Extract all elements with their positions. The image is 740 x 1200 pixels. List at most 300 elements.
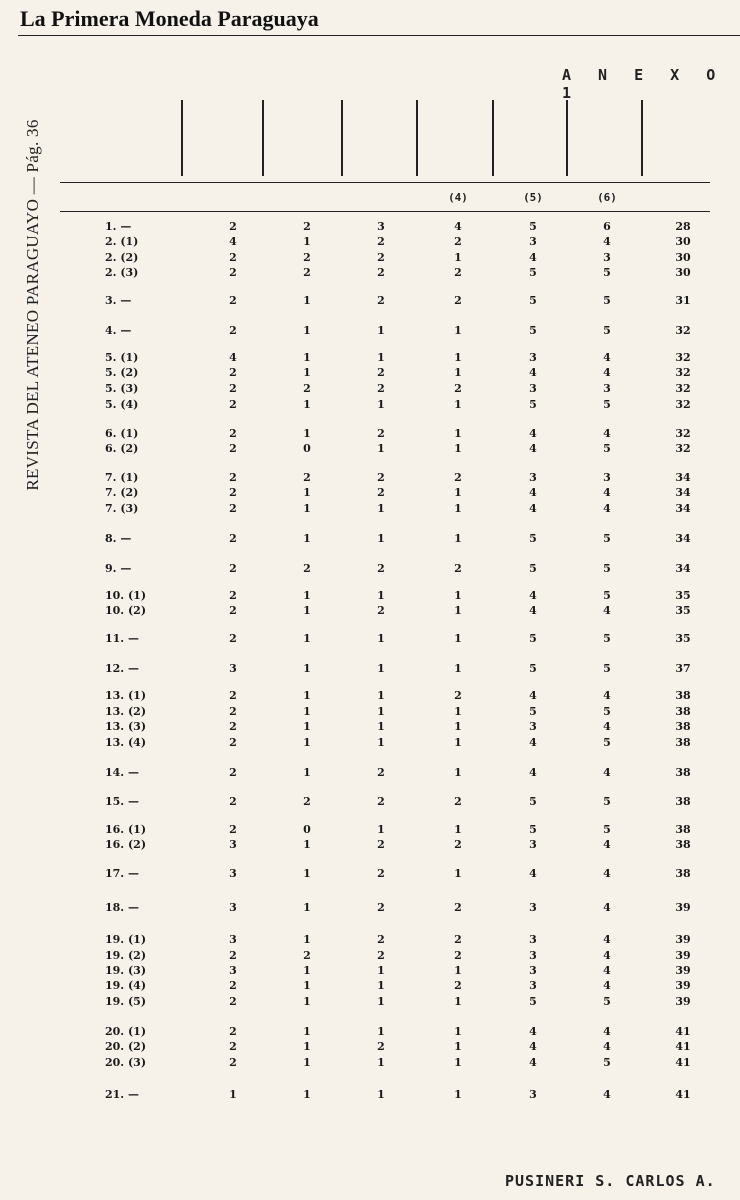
cell-col-4: 1 xyxy=(454,964,462,977)
cell-col-5: 3 xyxy=(529,933,537,946)
cell-col-6: 4 xyxy=(603,949,611,962)
cell-col-3: 2 xyxy=(377,471,385,484)
cell-col-1: 2 xyxy=(229,1056,237,1069)
cell-col-3: 1 xyxy=(377,689,385,702)
cell-col-1: 2 xyxy=(229,720,237,733)
table-row xyxy=(0,266,740,280)
row-label: 7. (3) xyxy=(105,502,139,515)
cell-col-6: 4 xyxy=(603,867,611,880)
cell-col-total: 32 xyxy=(675,442,691,455)
row-label: 5. (2) xyxy=(105,366,139,379)
cell-col-4: 1 xyxy=(454,1056,462,1069)
cell-col-3: 1 xyxy=(377,589,385,602)
cell-col-3: 1 xyxy=(377,720,385,733)
cell-col-1: 2 xyxy=(229,766,237,779)
row-label: 16. (2) xyxy=(105,838,147,851)
cell-col-6: 5 xyxy=(603,324,611,337)
cell-col-5: 4 xyxy=(529,766,537,779)
row-label: 20. (3) xyxy=(105,1056,147,1069)
cell-col-1: 2 xyxy=(229,604,237,617)
cell-col-5: 3 xyxy=(529,471,537,484)
row-label: 21. — xyxy=(105,1088,139,1101)
cell-col-5: 3 xyxy=(529,964,537,977)
cell-col-6: 5 xyxy=(603,266,611,279)
cell-col-3: 2 xyxy=(377,562,385,575)
table-row xyxy=(0,933,740,947)
table-header-rule xyxy=(60,211,710,212)
table-row xyxy=(0,838,740,852)
cell-col-5: 5 xyxy=(529,266,537,279)
cell-col-5: 5 xyxy=(529,705,537,718)
table-row xyxy=(0,351,740,365)
cell-col-4: 1 xyxy=(454,427,462,440)
cell-col-total: 32 xyxy=(675,366,691,379)
cell-col-1: 2 xyxy=(229,979,237,992)
table-row xyxy=(0,689,740,703)
cell-col-total: 38 xyxy=(675,823,691,836)
row-label: 19. (3) xyxy=(105,964,147,977)
table-row xyxy=(0,795,740,809)
cell-col-1: 2 xyxy=(229,251,237,264)
table-row xyxy=(0,964,740,978)
cell-col-6: 4 xyxy=(603,964,611,977)
cell-col-6: 5 xyxy=(603,589,611,602)
cell-col-6: 4 xyxy=(603,1025,611,1038)
cell-col-6: 4 xyxy=(603,933,611,946)
cell-col-1: 2 xyxy=(229,502,237,515)
row-label: 6. (1) xyxy=(105,427,139,440)
cell-col-2: 1 xyxy=(303,235,311,248)
cell-col-3: 2 xyxy=(377,766,385,779)
table-row xyxy=(0,901,740,915)
table-row xyxy=(0,324,740,338)
cell-col-4: 2 xyxy=(454,294,462,307)
column-header-5: (5) xyxy=(523,191,543,204)
cell-col-5: 3 xyxy=(529,838,537,851)
cell-col-3: 2 xyxy=(377,949,385,962)
row-label: 5. (4) xyxy=(105,398,139,411)
cell-col-5: 5 xyxy=(529,823,537,836)
table-row xyxy=(0,705,740,719)
cell-col-5: 5 xyxy=(529,795,537,808)
cell-col-6: 5 xyxy=(603,705,611,718)
cell-col-4: 1 xyxy=(454,502,462,515)
cell-col-total: 37 xyxy=(675,662,691,675)
cell-col-5: 4 xyxy=(529,604,537,617)
cell-col-1: 2 xyxy=(229,689,237,702)
cell-col-6: 4 xyxy=(603,901,611,914)
cell-col-3: 2 xyxy=(377,427,385,440)
cell-col-2: 2 xyxy=(303,382,311,395)
row-label: 20. (1) xyxy=(105,1025,147,1038)
cell-col-total: 32 xyxy=(675,324,691,337)
cell-col-5: 5 xyxy=(529,995,537,1008)
cell-col-total: 39 xyxy=(675,949,691,962)
cell-col-5: 4 xyxy=(529,502,537,515)
cell-col-total: 41 xyxy=(675,1088,691,1101)
column-header-4: (4) xyxy=(448,191,468,204)
cell-col-3: 1 xyxy=(377,662,385,675)
row-label: 17. — xyxy=(105,867,139,880)
column-divider xyxy=(492,100,494,176)
cell-col-2: 1 xyxy=(303,351,311,364)
row-label: 16. (1) xyxy=(105,823,147,836)
cell-col-4: 1 xyxy=(454,662,462,675)
cell-col-2: 1 xyxy=(303,979,311,992)
cell-col-5: 4 xyxy=(529,589,537,602)
table-row xyxy=(0,979,740,993)
table-row xyxy=(0,220,740,234)
cell-col-6: 5 xyxy=(603,562,611,575)
cell-col-5: 4 xyxy=(529,1040,537,1053)
cell-col-6: 5 xyxy=(603,1056,611,1069)
cell-col-1: 2 xyxy=(229,736,237,749)
cell-col-total: 34 xyxy=(675,532,691,545)
cell-col-5: 3 xyxy=(529,351,537,364)
column-divider xyxy=(262,100,264,176)
cell-col-total: 34 xyxy=(675,486,691,499)
table-row xyxy=(0,589,740,603)
cell-col-4: 1 xyxy=(454,736,462,749)
table-row xyxy=(0,382,740,396)
cell-col-total: 39 xyxy=(675,964,691,977)
cell-col-5: 5 xyxy=(529,220,537,233)
table-row xyxy=(0,1056,740,1070)
table-row xyxy=(0,823,740,837)
cell-col-5: 5 xyxy=(529,294,537,307)
cell-col-4: 1 xyxy=(454,823,462,836)
cell-col-2: 1 xyxy=(303,705,311,718)
row-label: 18. — xyxy=(105,901,139,914)
cell-col-2: 1 xyxy=(303,604,311,617)
row-label: 13. (2) xyxy=(105,705,147,718)
cell-col-1: 3 xyxy=(229,838,237,851)
cell-col-3: 2 xyxy=(377,867,385,880)
cell-col-1: 2 xyxy=(229,366,237,379)
cell-col-2: 2 xyxy=(303,220,311,233)
cell-col-6: 5 xyxy=(603,632,611,645)
cell-col-5: 3 xyxy=(529,949,537,962)
cell-col-4: 2 xyxy=(454,382,462,395)
cell-col-2: 1 xyxy=(303,662,311,675)
cell-col-6: 4 xyxy=(603,766,611,779)
cell-col-4: 1 xyxy=(454,604,462,617)
cell-col-1: 1 xyxy=(229,1088,237,1101)
cell-col-2: 2 xyxy=(303,471,311,484)
cell-col-total: 38 xyxy=(675,795,691,808)
cell-col-total: 38 xyxy=(675,766,691,779)
table-row xyxy=(0,442,740,456)
cell-col-4: 2 xyxy=(454,235,462,248)
cell-col-1: 3 xyxy=(229,964,237,977)
row-label: 15. — xyxy=(105,795,139,808)
cell-col-4: 1 xyxy=(454,366,462,379)
table-row xyxy=(0,398,740,412)
cell-col-5: 5 xyxy=(529,662,537,675)
table-row xyxy=(0,766,740,780)
cell-col-6: 5 xyxy=(603,823,611,836)
cell-col-5: 4 xyxy=(529,251,537,264)
cell-col-2: 2 xyxy=(303,266,311,279)
table-top-rule xyxy=(60,182,710,183)
header-rule xyxy=(18,35,740,36)
cell-col-6: 5 xyxy=(603,442,611,455)
cell-col-3: 2 xyxy=(377,235,385,248)
cell-col-6: 5 xyxy=(603,294,611,307)
cell-col-1: 3 xyxy=(229,901,237,914)
cell-col-6: 4 xyxy=(603,720,611,733)
cell-col-4: 2 xyxy=(454,471,462,484)
cell-col-1: 2 xyxy=(229,1040,237,1053)
cell-col-1: 2 xyxy=(229,532,237,545)
row-label: 1. — xyxy=(105,220,132,233)
cell-col-2: 1 xyxy=(303,366,311,379)
cell-col-total: 32 xyxy=(675,427,691,440)
cell-col-4: 2 xyxy=(454,562,462,575)
cell-col-6: 4 xyxy=(603,351,611,364)
cell-col-1: 2 xyxy=(229,442,237,455)
cell-col-4: 1 xyxy=(454,766,462,779)
cell-col-1: 2 xyxy=(229,562,237,575)
cell-col-6: 5 xyxy=(603,532,611,545)
cell-col-total: 38 xyxy=(675,736,691,749)
table-row xyxy=(0,867,740,881)
cell-col-5: 3 xyxy=(529,901,537,914)
row-label: 14. — xyxy=(105,766,139,779)
cell-col-1: 3 xyxy=(229,867,237,880)
cell-col-1: 2 xyxy=(229,324,237,337)
cell-col-3: 2 xyxy=(377,1040,385,1053)
cell-col-2: 1 xyxy=(303,933,311,946)
cell-col-total: 39 xyxy=(675,979,691,992)
cell-col-3: 1 xyxy=(377,502,385,515)
cell-col-2: 1 xyxy=(303,589,311,602)
cell-col-6: 4 xyxy=(603,235,611,248)
cell-col-3: 1 xyxy=(377,324,385,337)
cell-col-total: 34 xyxy=(675,562,691,575)
table-row xyxy=(0,632,740,646)
cell-col-5: 3 xyxy=(529,1088,537,1101)
cell-col-1: 2 xyxy=(229,705,237,718)
cell-col-3: 2 xyxy=(377,838,385,851)
cell-col-1: 4 xyxy=(229,235,237,248)
cell-col-3: 1 xyxy=(377,823,385,836)
cell-col-6: 3 xyxy=(603,382,611,395)
cell-col-4: 2 xyxy=(454,266,462,279)
cell-col-1: 3 xyxy=(229,662,237,675)
row-label: 4. — xyxy=(105,324,132,337)
cell-col-2: 1 xyxy=(303,427,311,440)
row-label: 7. (1) xyxy=(105,471,139,484)
cell-col-4: 2 xyxy=(454,979,462,992)
cell-col-4: 2 xyxy=(454,901,462,914)
cell-col-5: 3 xyxy=(529,382,537,395)
cell-col-6: 4 xyxy=(603,427,611,440)
row-label: 19. (5) xyxy=(105,995,147,1008)
table-row xyxy=(0,1025,740,1039)
row-label: 3. — xyxy=(105,294,132,307)
cell-col-5: 5 xyxy=(529,324,537,337)
column-header-6: (6) xyxy=(597,191,617,204)
cell-col-4: 1 xyxy=(454,720,462,733)
table-row xyxy=(0,949,740,963)
cell-col-2: 1 xyxy=(303,901,311,914)
table-row xyxy=(0,736,740,750)
cell-col-5: 3 xyxy=(529,979,537,992)
cell-col-total: 41 xyxy=(675,1025,691,1038)
row-label: 9. — xyxy=(105,562,132,575)
cell-col-total: 39 xyxy=(675,901,691,914)
row-label: 2. (2) xyxy=(105,251,139,264)
cell-col-4: 1 xyxy=(454,1088,462,1101)
row-label: 13. (4) xyxy=(105,736,147,749)
side-title: REVISTA DEL ATENEO PARAGUAYO — Pág. 36 xyxy=(23,119,42,491)
cell-col-2: 1 xyxy=(303,720,311,733)
cell-col-2: 1 xyxy=(303,1056,311,1069)
column-divider xyxy=(641,100,643,176)
table-row xyxy=(0,502,740,516)
cell-col-1: 2 xyxy=(229,220,237,233)
cell-col-6: 4 xyxy=(603,838,611,851)
table-row xyxy=(0,427,740,441)
cell-col-2: 1 xyxy=(303,486,311,499)
cell-col-6: 4 xyxy=(603,366,611,379)
table-row xyxy=(0,486,740,500)
cell-col-6: 4 xyxy=(603,979,611,992)
cell-col-1: 2 xyxy=(229,1025,237,1038)
cell-col-4: 4 xyxy=(454,220,462,233)
cell-col-2: 1 xyxy=(303,964,311,977)
cell-col-5: 4 xyxy=(529,442,537,455)
cell-col-total: 35 xyxy=(675,589,691,602)
row-label: 8. — xyxy=(105,532,132,545)
cell-col-1: 2 xyxy=(229,795,237,808)
cell-col-3: 2 xyxy=(377,251,385,264)
cell-col-3: 2 xyxy=(377,486,385,499)
cell-col-2: 1 xyxy=(303,398,311,411)
cell-col-3: 1 xyxy=(377,979,385,992)
table-row xyxy=(0,532,740,546)
cell-col-4: 1 xyxy=(454,324,462,337)
table-row xyxy=(0,720,740,734)
row-label: 13. (3) xyxy=(105,720,147,733)
cell-col-3: 1 xyxy=(377,705,385,718)
cell-col-4: 1 xyxy=(454,398,462,411)
cell-col-3: 2 xyxy=(377,366,385,379)
cell-col-3: 1 xyxy=(377,964,385,977)
cell-col-1: 2 xyxy=(229,427,237,440)
cell-col-6: 4 xyxy=(603,689,611,702)
cell-col-4: 1 xyxy=(454,995,462,1008)
cell-col-2: 1 xyxy=(303,1040,311,1053)
cell-col-total: 38 xyxy=(675,867,691,880)
cell-col-3: 1 xyxy=(377,398,385,411)
cell-col-5: 3 xyxy=(529,720,537,733)
column-divider xyxy=(341,100,343,176)
table-row xyxy=(0,662,740,676)
cell-col-1: 2 xyxy=(229,382,237,395)
cell-col-2: 1 xyxy=(303,867,311,880)
cell-col-1: 2 xyxy=(229,471,237,484)
cell-col-5: 5 xyxy=(529,532,537,545)
cell-col-2: 1 xyxy=(303,532,311,545)
cell-col-total: 35 xyxy=(675,632,691,645)
cell-col-5: 4 xyxy=(529,1056,537,1069)
row-label: 10. (2) xyxy=(105,604,147,617)
cell-col-3: 1 xyxy=(377,632,385,645)
cell-col-total: 32 xyxy=(675,351,691,364)
cell-col-total: 39 xyxy=(675,995,691,1008)
table-row xyxy=(0,1088,740,1102)
cell-col-2: 1 xyxy=(303,1025,311,1038)
cell-col-2: 0 xyxy=(303,823,311,836)
cell-col-5: 4 xyxy=(529,736,537,749)
cell-col-3: 2 xyxy=(377,294,385,307)
cell-col-5: 3 xyxy=(529,235,537,248)
cell-col-3: 3 xyxy=(377,220,385,233)
cell-col-5: 4 xyxy=(529,366,537,379)
cell-col-3: 1 xyxy=(377,442,385,455)
cell-col-3: 1 xyxy=(377,1088,385,1101)
cell-col-3: 1 xyxy=(377,1056,385,1069)
page-header: La Primera Moneda Paraguaya xyxy=(20,6,319,31)
cell-col-5: 4 xyxy=(529,1025,537,1038)
cell-col-1: 2 xyxy=(229,398,237,411)
cell-col-2: 1 xyxy=(303,632,311,645)
cell-col-3: 2 xyxy=(377,382,385,395)
cell-col-6: 5 xyxy=(603,736,611,749)
cell-col-2: 2 xyxy=(303,562,311,575)
cell-col-1: 2 xyxy=(229,266,237,279)
cell-col-6: 4 xyxy=(603,1040,611,1053)
cell-col-4: 1 xyxy=(454,486,462,499)
cell-col-total: 30 xyxy=(675,235,691,248)
cell-col-1: 2 xyxy=(229,486,237,499)
cell-col-6: 3 xyxy=(603,471,611,484)
cell-col-4: 1 xyxy=(454,442,462,455)
cell-col-2: 1 xyxy=(303,995,311,1008)
cell-col-6: 3 xyxy=(603,251,611,264)
cell-col-6: 6 xyxy=(603,220,611,233)
cell-col-3: 1 xyxy=(377,995,385,1008)
cell-col-4: 2 xyxy=(454,933,462,946)
table-row xyxy=(0,235,740,249)
cell-col-4: 1 xyxy=(454,705,462,718)
cell-col-2: 1 xyxy=(303,689,311,702)
cell-col-5: 4 xyxy=(529,427,537,440)
cell-col-4: 2 xyxy=(454,689,462,702)
cell-col-3: 2 xyxy=(377,933,385,946)
table-row xyxy=(0,604,740,618)
cell-col-3: 1 xyxy=(377,736,385,749)
cell-col-3: 2 xyxy=(377,901,385,914)
cell-col-4: 1 xyxy=(454,867,462,880)
cell-col-5: 4 xyxy=(529,867,537,880)
cell-col-1: 2 xyxy=(229,294,237,307)
row-label: 20. (2) xyxy=(105,1040,147,1053)
cell-col-3: 1 xyxy=(377,532,385,545)
table-row xyxy=(0,1040,740,1054)
cell-col-total: 28 xyxy=(675,220,691,233)
cell-col-6: 5 xyxy=(603,995,611,1008)
cell-col-2: 1 xyxy=(303,502,311,515)
row-label: 10. (1) xyxy=(105,589,147,602)
cell-col-5: 4 xyxy=(529,689,537,702)
cell-col-6: 4 xyxy=(603,1088,611,1101)
cell-col-2: 1 xyxy=(303,324,311,337)
cell-col-5: 5 xyxy=(529,398,537,411)
cell-col-total: 32 xyxy=(675,398,691,411)
